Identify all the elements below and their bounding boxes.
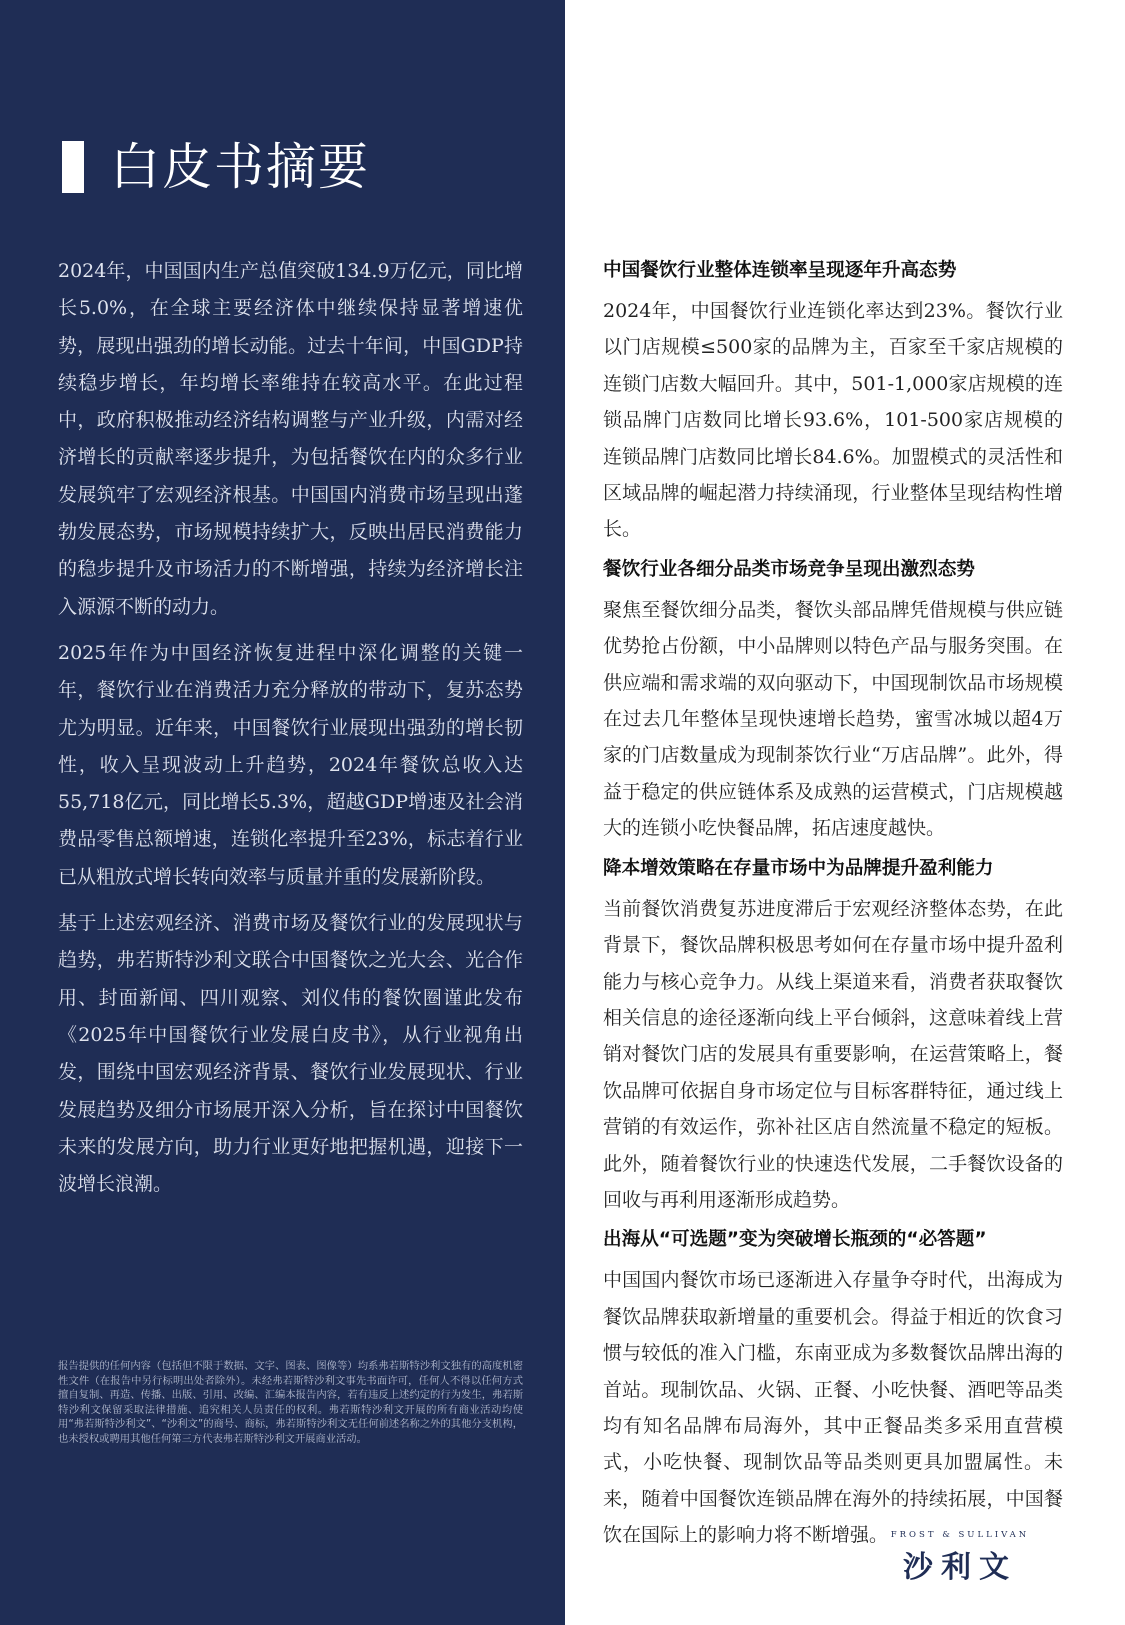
frost-sullivan-logo <box>880 1530 1040 1590</box>
section-heading: 餐饮行业各细分品类市场竞争呈现出激烈态势 <box>603 558 975 580</box>
intro-paragraph: 2024年，中国国内生产总值突破134.9万亿元，同比增长5.0%，在全球主要经济体中继续保持显著增速优势，展现出强劲的增长动能。过去十年间，中国GDP持续稳步增长，年均增长率维持在较高水平。在此过程中，政府积极推动经济结构调整与产业升级，内需对经济增长的贡献率逐步提升，为包括餐饮在内的众多行业发展筑牢了宏观经济根基。中国国内消费市场呈现出蓬勃发展态势，市场规模持续扩大，反映出居民消费能力的稳步提升及市场活力的不断增强，持续为经济增长注入源源不断的动力。 <box>58 260 523 618</box>
section-heading: 出海从“可选题”变为突破增长瓶颈的“必答题” <box>603 1229 987 1251</box>
page-title: 白皮书摘要 <box>110 138 370 196</box>
disclaimer: 报告提供的任何内容（包括但不限于数据、文字、图表、图像等）均系弗若斯特沙利文独有的高度机密性文件（在报告中另行标明出处者除外）。未经弗若斯特沙利文事先书面许可，任何人不得以任何方式擅自复制、再造、传播、出版、引用、改编、汇编本报告内容，若有违反上述约定的行为发生，弗若斯特沙利文保留采取法律措施、追究相关人员责任的权利。弗若斯特沙利文开展的所有商业活动均使用“弗若斯特沙利文”、“沙利文”的商号、商标，弗若斯特沙利文无任何前述名称之外的其他分支机构，也未授权或聘用其他任何第三方代表弗若斯特沙利文开展商业活动。 <box>58 1360 523 1445</box>
section-body: 2024年，中国餐饮行业连锁化率达到23%。餐饮行业以门店规模≤500家的品牌为主，百家至千家店规模的连锁门店数大幅回升。其中，501-1,000家店规模的连锁品牌门店数同比增长93.6%，101-500家店规模的连锁品牌门店数同比增长84.6%。加盟模式的灵活性和区域品牌的崛起潜力持续涌现，行业整体呈现结构性增长。 <box>603 300 1063 541</box>
title-accent-bar <box>62 141 84 193</box>
intro-paragraph: 基于上述宏观经济、消费市场及餐饮行业的发展现状与趋势，弗若斯特沙利文联合中国餐饮之光大会、光合作用、封面新闻、四川观察、刘仪伟的餐饮圈谨此发布《2025年中国餐饮行业发展白皮书》，从行业视角出发，围绕中国宏观经济背景、餐饮行业发展现状、行业发展趋势及细分市场展开深入分析，旨在探讨中国餐饮未来的发展方向，助力行业更好地把握机遇，迎接下一波增长浪潮。 <box>58 912 523 1196</box>
logo-english: FROST & SULLIVAN <box>890 1530 1030 1540</box>
section-heading: 中国餐饮行业整体连锁率呈现逐年升高态势 <box>603 260 957 281</box>
section-body: 中国国内餐饮市场已逐渐进入存量争夺时代，出海成为餐饮品牌获取新增量的重要机会。得益于相近的饮食习惯与较低的准入门槛，东南亚成为多数餐饮品牌出海的首站。现制饮品、火锅、正餐、小吃快餐、酒吧等品类均有知名品牌布局海外，其中正餐品类多采用直营模式，小吃快餐、现制饮品等品类则更具加盟属性。未来，随着中国餐饮连锁品牌在海外的持续拓展，中国餐饮在国际上的影响力将不断增强。 <box>603 1269 1063 1547</box>
section-heading: 降本增效策略在存量市场中为品牌提升盈利能力 <box>603 857 994 879</box>
logo-chinese: 沙利文 <box>903 1550 1017 1585</box>
section-body: 聚焦至餐饮细分品类，餐饮头部品牌凭借规模与供应链优势抢占份额，中小品牌则以特色产品与服务突围。在供应端和需求端的双向驱动下，中国现制饮品市场规模在过去几年整体呈现快速增长趋势，蜜雪冰城以超4万家的门店数量成为现制茶饮行业“万店品牌”。此外，得益于稳定的供应链体系及成熟的运营模式，门店规模越大的连锁小吃快餐品牌，拓店速度越快。 <box>603 598 1063 840</box>
intro-text <box>58 253 523 1212</box>
intro-paragraph: 2025年作为中国经济恢复进程中深化调整的关键一年，餐饮行业在消费活力充分释放的带动下，复苏态势尤为明显。近年来，中国餐饮行业展现出强劲的增长韧性，收入呈现波动上升趋势，2024年餐饮总收入达55,718亿元，同比增长5.3%，超越GDP增速及社会消费品零售总额增速，连锁化率提升至23%，标志着行业已从粗放式增长转向效率与质量并重的发展新阶段。 <box>58 641 523 888</box>
section-body: 当前餐饮消费复苏进度滞后于宏观经济整体态势，在此背景下，餐饮品牌积极思考如何在存量市场中提升盈利能力与核心竞争力。从线上渠道来看，消费者获取餐饮相关信息的途径逐渐向线上平台倾斜，这意味着线上营销对餐饮门店的发展具有重要影响，在运营策略上，餐饮品牌可依据自身市场定位与目标客群特征，通过线上营销的有效运作，弥补社区店自然流量不稳定的短板。此外，随着餐饮行业的快速迭代发展，二手餐饮设备的回收与再利用逐渐形成趋势。 <box>603 897 1063 1211</box>
summary-sections <box>603 255 1063 1560</box>
